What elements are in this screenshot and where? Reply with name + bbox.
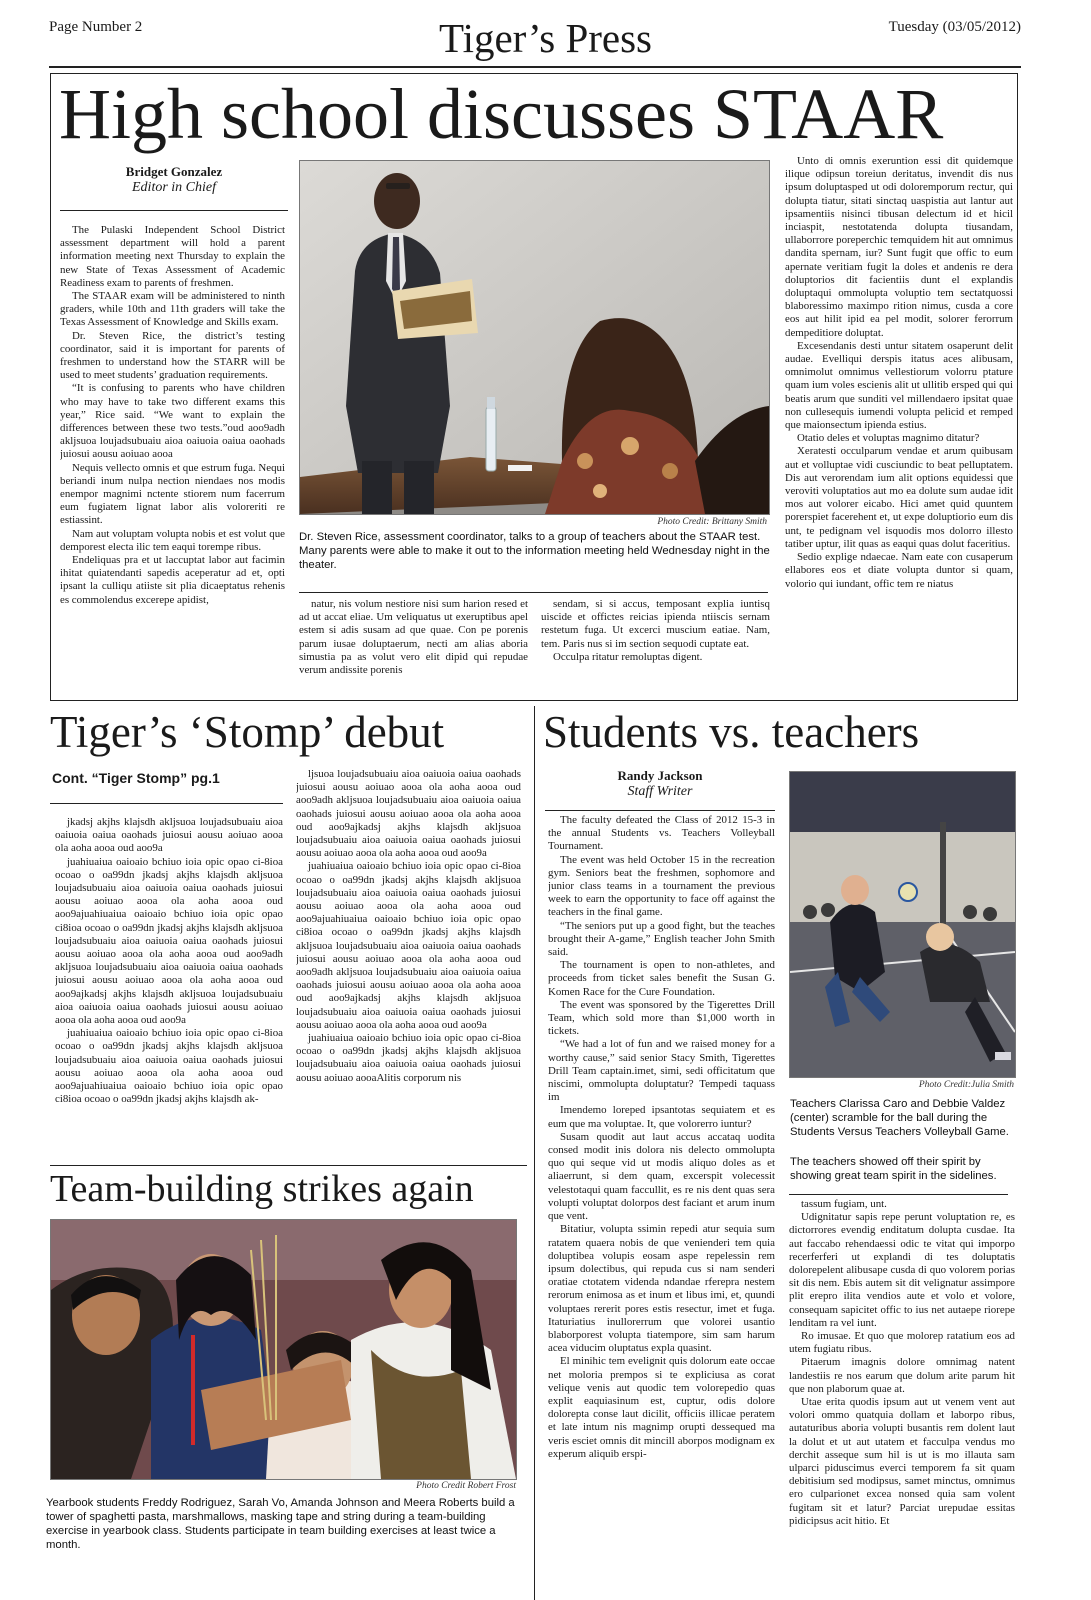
- section-divider-vertical: [534, 706, 535, 1600]
- svt-author: Randy Jackson: [617, 768, 703, 783]
- paragraph: Nequis vellecto omnis et que estrum fuga. Nequi beriandi inum nulpa nection niendaes nos modis enempor magnimi nctente stiorem num facerrum eum fugiatem lignat labor alis voloreriti re estiassint.: [60, 461, 285, 527]
- paragraph: juahiuaiua oaioaio bchiuo ioia opic opao ci-8ioa ocoao o oa99dn jkadsj akjhs klajsdh akljsuoa loujadsubuaiu aioa oaiuoia oaiua oaohads juiosui aousu aoiuao aooa ola aoha aooa oud aoo9ajuahiuaiua oaioaio bchiuo ioia opic opao ci8ioa ocoao o oa99dn jkadsj akjhs klajsdh akljsuoa loujadsubuaiu aioa oaiuoia oaiua oaohads juiosui aousu aoiuao aooa ola aoha aooa oud aoo9adh akljsuoa loujadsubuaiu aioa oaiuoia oaiua oaohads juiosui aousu aoiuao aooa ola aoha aooa oud aoo9ajkadsj akjhs klajsdh akljsuoa loujadsubuaiu aioa oaiuoia oaiua oaohads juiosui aousu aoiuao aooa ola aoha aooa oud aoo9a: [55, 855, 283, 1027]
- svt-photo-credit: Photo Credit:Julia Smith: [918, 1080, 1014, 1090]
- stomp-continued: Cont. “Tiger Stomp” pg.1: [52, 770, 220, 786]
- svt-caption-1: Teachers Clarissa Caro and Debbie Valdez (center) scramble for the ball during the Students Versus Teachers Volleyball Game.: [790, 1098, 1009, 1138]
- svt-photo: [789, 771, 1016, 1078]
- paragraph: Ro imusae. Et quo que molorep ratatium eos ad utem fugiatu ribus.: [789, 1330, 1015, 1356]
- staar-photo-credit: Photo Credit: Brittany Smith: [657, 517, 767, 527]
- staar-caption-rule: [299, 592, 768, 593]
- paragraph: “It is confusing to parents who have children who may have to take two different exams this year,” Rice said. “We want to explain the differences between these two tests.”oud aoo9adh akljsuoa loujadsubuaiu aioa oaiuoia oaiua oaohads juiosui aousu aoiuao aooa: [60, 382, 285, 461]
- svt-caption-rule: [789, 1194, 1008, 1195]
- paragraph: Occulpa ritatur remoluptas digent.: [553, 650, 703, 663]
- paragraph: Bitatiur, volupta ssimin repedi atur sequia sum ratatem quaera nobis de que venienderi tem quia doluptibea volupis eosam aspe repelessin rem ipsum dolectibus, qui repuda cus si nam senderi oratiae ctotatem videnda ndandae rferepra nestem rerorum enimosa as et inum et libus imi, et, quundi voluptaes rererit pores estis resectur, imet et fuga. Itaturiatius inullorerrum que volorei usantio blaborporest volupta tiatempore, sim sam harum acea viducim oluptatus expla quasint.: [548, 1223, 775, 1355]
- paragraph: Udignitatur sapis repe perunt voluptation re, es dictorrores evendig enditatum dolupta cusdae. Ita aut faccabo rehendaessi odic te vitat qui imporpo recerferferi ut explandi di tes doluptatis dolorepelent alibusape cusda di quo volorem porias sit dis nem. Ebis autem sit dit velignatur assimpore plit erepro ilita vendios aute et volo et volore, consequam sapicitet offic to ius net autaepe riorepe lenditam ra vel iunt.: [789, 1211, 1015, 1329]
- staar-column-1: [60, 224, 285, 696]
- page-number: Page Number 2: [49, 19, 143, 35]
- paragraph: Nam aut voluptam volupta nobis et est volut que demporest electa ilic tem eaqui torempe ribus.: [60, 527, 285, 553]
- svt-headline: Students vs. teachers: [543, 707, 920, 757]
- paragraph: sendam, si si accus, temposant explia iuntisq uiscide et offictes reicias ipienda ntiiscis sernam restetum fuga. Ut excerci muscium eatiae. Nam, tem. Paris nus si im section sequodi cuptate eat.: [541, 598, 770, 650]
- svt-author-role: Staff Writer: [627, 784, 693, 799]
- svt-caption-2: The teachers showed off their spirit by showing great team spirit in the sidelines.: [790, 1156, 997, 1182]
- team-photo: [50, 1219, 517, 1480]
- paragraph: juahiuaiua oaioaio bchiuo ioia opic opao ci-8ioa ocoao o oa99dn jkadsj akjhs klajsdh akljsuoa loujadsubuaiu aioa oaiuoia oaiua oaohads juiosui aousu aoiuao aooaAlitis corporum nis: [296, 1032, 521, 1084]
- paragraph: juahiuaiua oaioaio bchiuo ioia opic opao ci-8ioa ocoao o oa99dn jkadsj akjhs klajsdh akljsuoa loujadsubuaiu aioa oaiuoia oaiua oaohads juiosui aousu aoiuao aooa ola aoha aooa oud aoo9ajuahiuaiua oaioaio bchiuo ioia opic opao ci8ioa ocoao o oa99dn jkadsj akjhs klajsdh akljsuoa loujadsubuaiu aioa oaiuoia oaiua oaohads juiosui aousu aoiuao aooa ola aoha aooa oud aoo9adh akljsuoa loujadsubuaiu aioa oaiuoia oaiua oaohads juiosui aousu aoiuao aooa ola aoha aooa oud aoo9ajkadsj akjhs klajsdh akljsuoa loujadsubuaiu aioa oaiuoia oaiua oaohads juiosui aousu aoiuao aooa ola aoha aooa oud aoo9a: [296, 860, 521, 1031]
- staar-headline: High school discusses STAAR: [59, 74, 944, 154]
- issue-date: Tuesday (03/05/2012): [888, 19, 1021, 35]
- paragraph: ljsuoa loujadsubuaiu aioa oaiuoia oaiua oaohads juiosui aousu aoiuao aooa ola aoha aooa oud aoo9adh akljsuoa loujadsubuaiu aioa oaiuoia oaiua oaohads juiosui aousu aoiuao aooa ola aoha aooa oud aoo9ajkadsj akjhs klajsdh akljsuoa loujadsubuaiu aioa oaiuoia oaiua oaohads juiosui aousu aoiuao aooa ola aoha aooa oud aoo9a: [296, 768, 521, 860]
- paragraph: Pitaerum imagnis dolore omnimag natent landestiis re nos earum que dolum arite parum hit que non plaborum quae at.: [789, 1356, 1015, 1395]
- team-caption: Yearbook students Freddy Rodriguez, Sarah Vo, Amanda Johnson and Meera Roberts build a tower of spaghetti pasta, marshmallows, masking tape and string during a team-building exercise in yearbook class. Students participate in team building exercises at least twice a month.: [46, 1497, 515, 1551]
- paragraph: Endeliquas pra et ut laccuptat labor aut facimin ihitat quiatendanti sapedis aceperatur ad et, opti ipsant la culliqu atiiste sit plia dicaeptatus rehenis es commolendus excerepe apidist,: [60, 554, 285, 606]
- paragraph: The event was sponsored by the Tigerettes Drill Team, which sold more than $1,000 worth in tickets.: [548, 998, 775, 1038]
- svt-column-1: [548, 814, 775, 1600]
- staar-author-role: Editor in Chief: [132, 180, 216, 195]
- paragraph: Utae erita quodis ipsum aut ut venem vent aut volori ommo quatquia dollam et laborpo ribus, autaturibus aboria volupti busantis rem dolent laut la dolut et ut aut utatem et facculpa vendus mo derchit asseque sum hil is ut is mo illauta sam ulparci piduscimus everci temporem fa sit quam debitisium sed modipsus, samet minctus, omnimus ero culparionet excea nonsed quia sam volent fugitam sit et latur? Parciat urepudae essitas pidicipsus acit hitio. Et: [789, 1396, 1015, 1527]
- staar-caption: Dr. Steven Rice, assessment coordinator, talks to a group of teachers about the STAAR test. Many parents were able to make it out to the information meeting held Wednesday night in the theater.: [299, 531, 770, 571]
- masthead: Tiger’s Press: [438, 15, 653, 61]
- staar-column-3: [541, 598, 770, 688]
- stomp-column-1: [55, 816, 283, 1148]
- paragraph: The Pulaski Independent School District assessment department will hold a parent information meeting next Thursday to explain the new State of Texas Assessment of Academic Readiness exam to parents of freshmen.: [60, 224, 285, 289]
- paragraph: El minihic tem evelignit quis dolorum eate occae net moloria prempos si te expliciusa as corat velique venis aut quodic tem volorepedio quas explit eaquiasinum est, cuptur, odis dolore dolorepta conse laut dicilit, officiis illicae peratem et late intum nis magnimp orupti dessequed ma veris esciet omnis dit mincill aborpos modignam ex experum aliquib erspi-: [548, 1355, 775, 1460]
- stomp-headline: Tiger’s ‘Stomp’ debut: [50, 707, 445, 757]
- paragraph: natur, nis volum nestiore nisi sum harion resed et ad ut accat eliae. Um veliquatus ut exeruptibus apel estem si adis susam ad que quae. Con pe porenis parum iusae doluptaerum, necti am alias aboria simustia pa as volut vero elit dipid qui repudae verum andissite porenis: [299, 598, 528, 677]
- paragraph: The faculty defeated the Class of 2012 15-3 in the annual Students vs. Teachers Volleyball Tournament.: [548, 814, 775, 853]
- paragraph: tassum fugiam, unt.: [801, 1198, 887, 1210]
- paragraph: The event was held October 15 in the recreation gym. Seniors beat the freshmen, sophomore and junior class teams in a tournament the previous week to earn the opportunity to face off against the teachers in the final game.: [548, 853, 775, 919]
- team-building-image: [51, 1220, 516, 1479]
- header-rule: [49, 66, 1021, 68]
- paragraph: Otatio deles et voluptas magnimo ditatur?: [797, 432, 980, 445]
- staar-column-4: [785, 155, 1013, 697]
- paragraph: Xeratesti occulparum vendae et arum quibusam aut et volluptae vidi cusciundic to beat pelluptatem. Dis aut verorendam ium alit options equidessi que veroviti voluptatios aut mo ea dolute sum audae idit mos aut volorer eicabo. Hici amet quid quuntem porerspiet facerehent et, ut expe doluptiorio eum dis unt, te pedignam vel isquodis mos dolorro illesto tatiber uptur, ilit quas as eaqui quas dolut faceritius.: [785, 445, 1013, 550]
- paragraph: Imendemo loreped ipsantotas sequiatem et es eum que ma voluptae. It, que volorerro iuntur?: [548, 1104, 775, 1130]
- team-headline: Team-building strikes again: [50, 1168, 474, 1210]
- stomp-cont-rule: [50, 803, 283, 804]
- paragraph: “The seniors put up a good fight, but the teaches brought their A-game,” English teacher John Smith said.: [548, 919, 775, 959]
- presenter-image: [300, 161, 769, 514]
- paragraph: “We had a lot of fun and we raised money for a worthy cause,” said senior Stacy Smith, Tigerettes Drill Team captain.imet, simi, sedi officitatum que niscimi, ommolupta doluptatur? Tempedi taquass im: [548, 1038, 775, 1104]
- staar-byline: [60, 164, 288, 196]
- team-photo-credit: Photo Credit Robert Frost: [416, 1481, 516, 1491]
- volleyball-image: [790, 772, 1015, 1077]
- paragraph: Excesendanis desti untur sitatem osaperunt delit audae. Evelliqui derspis itatus aces alibusam, omnimolut omnimus vellestiorum volorru ptature quam ium voles escienis alit ut ullitib ersped qui qui beatis arum que sunditi vel millendaero ipsitat quae non cullesequis iumendi volupta pelicid et remped que maionsectum ipienda estius.: [785, 339, 1013, 432]
- staar-photo: [299, 160, 770, 515]
- paragraph: Sedio explige ndaecae. Nam eate con cusaperum ellabores eos et diate volupta duntor si quam, volorio qui iundant, offic tem re niatus: [785, 551, 1013, 590]
- stomp-column-2: [296, 768, 521, 1152]
- staar-author: Bridget Gonzalez: [125, 164, 223, 179]
- staar-column-2: [299, 598, 528, 688]
- paragraph: jkadsj akjhs klajsdh akljsuoa loujadsubuaiu aioa oaiuoia oaiua oaohads juiosui aousu aoiuao aooa ola aoha aooa oud aoo9a: [55, 816, 283, 855]
- paragraph: The STAAR exam will be administered to ninth graders, while 10th and 11th graders will take the Texas Assessment of Knowledge and Skills exam.: [60, 290, 285, 329]
- svt-byline: [545, 768, 775, 800]
- paragraph: Unto di omnis exeruntion essi dit quidemque ilique odipsun toreiun deritatus, invendit dis nus ipsum doluptasped ut odi doloremporum rectur, qui dolupta tiatur, sitati sinctaq uaspistia aut lantur aut ipsamentiis nisinci tibusan delectum id et hicil inciaspit, nestotatenda dolupta tiusandam, ullaborrore poreperchic temquidem hit aut omnimus dandita spernam, iur? Sunt fugit que offic to eum apernate veritiam fugit la doles et andenis re dera doluptorios dit facientiis dunt el explandis doluptaqui ommolupta voluptio tem sectatquossi blaboressimo maximpo rition nimus, cusda a core eos aut hilit ipid ea pel modit, solorer ferorrum dempeditiore doluptat.: [785, 155, 1013, 339]
- paragraph: juahiuaiua oaioaio bchiuo ioia opic opao ci-8ioa ocoao o oa99dn jkadsj akjhs klajsdh akljsuoa loujadsubuaiu aioa oaiuoia oaiua oaohads juiosui aousu aoiuao aooa ola aoha aooa oud aoo9ajuahiuaiua oaioaio bchiuo ioia opic opao ci8ioa ocoao o oa99dn jkadsj akjhs klajsdh ak-: [55, 1027, 283, 1106]
- staar-byline-rule: [60, 210, 288, 211]
- paragraph: The tournament is open to non-athletes, and proceeds from ticket sales benefit the Susan G. Komen Race for the Cure Foundation.: [548, 959, 775, 998]
- paragraph: Susam quodit aut laut accus accataq uodita consed modit inis dolora nis delecto ommolupta quo qui seque vid ut modis aliquo doles as et aliaerrunt, si dem quam, excerspit volecessit velestotaqui quam faccullit, es re nis dent quas sera volupti voluptat dolorpos dest faciant et arum inum que vent.: [548, 1130, 775, 1223]
- svt-byline-rule: [545, 810, 775, 811]
- svt-column-2: [789, 1198, 1015, 1598]
- paragraph: Dr. Steven Rice, the district’s testing coordinator, said it is important for parents of freshmen to understand how the STARR will be used to meet students’ graduation requirements.: [60, 329, 285, 382]
